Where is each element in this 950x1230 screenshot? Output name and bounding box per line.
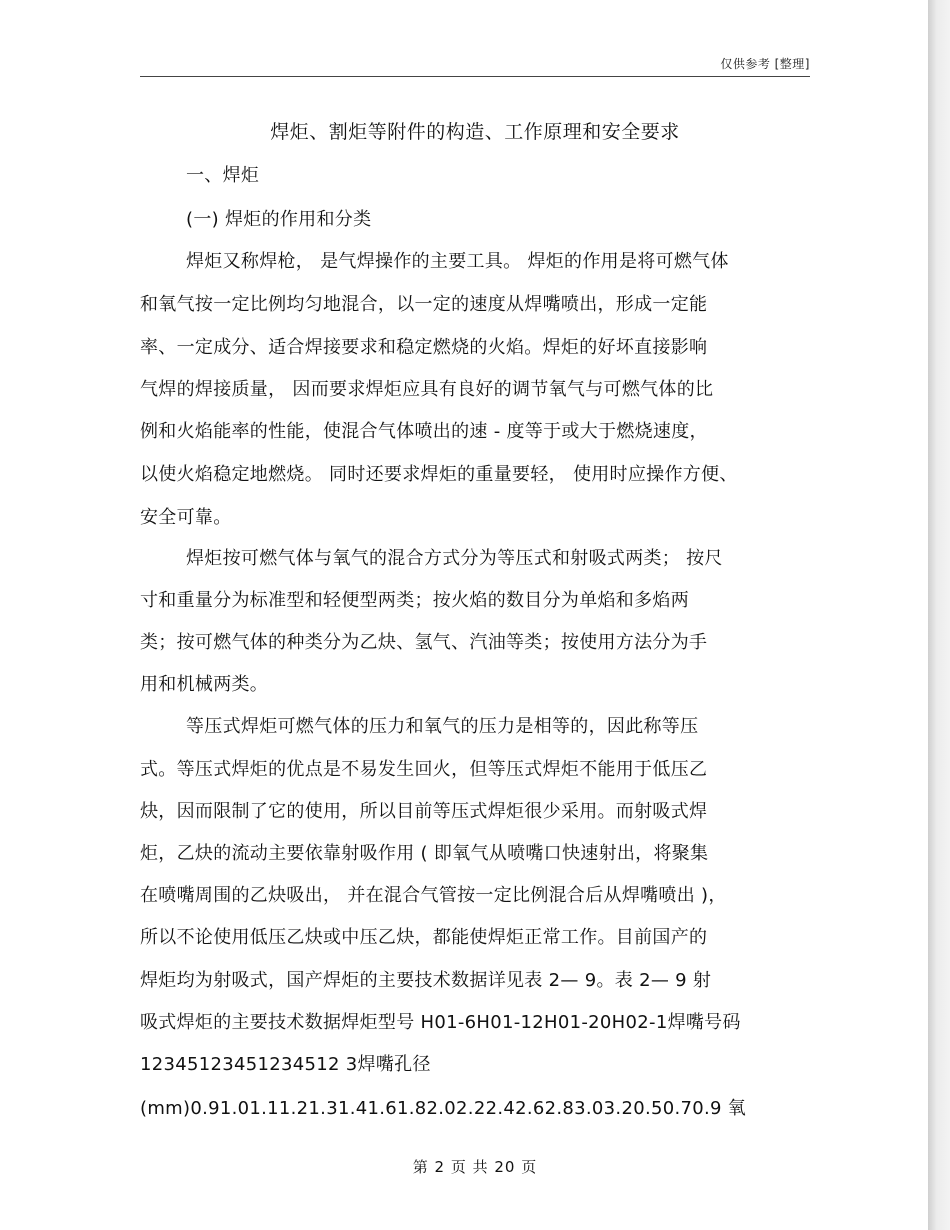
- document-title: 焊炬、割炬等附件的构造、工作原理和安全要求: [270, 121, 680, 143]
- paragraph-line: 等压式焊炬可燃气体的压力和氧气的压力是相等的，因此称等压: [186, 716, 699, 737]
- paragraph-line: 焊炬均为射吸式，国产焊炬的主要技术数据详见表 2— 9。表 2— 9 射: [140, 970, 712, 991]
- section-heading: 一、焊炬: [186, 165, 260, 186]
- paragraph-line: 安全可靠。: [140, 507, 232, 528]
- paragraph-line: (mm)0.91.01.11.21.31.41.61.82.02.22.42.62.83.03.20.50.70.9 氧: [140, 1098, 747, 1119]
- paragraph-line: 和氧气按一定比例均匀地混合，以一定的速度从焊嘴喷出，形成一定能: [140, 294, 708, 315]
- paragraph-line: 例和火焰能率的性能，使混合气体喷出的速 - 度等于或大于燃烧速度，: [140, 421, 708, 442]
- paragraph-line: 所以不论使用低压乙炔或中压乙炔，都能使焊炬正常工作。目前国产的: [140, 927, 708, 948]
- paragraph-line: 寸和重量分为标准型和轻便型两类；按火焰的数目分为单焰和多焰两: [140, 590, 689, 611]
- paragraph-line: 在喷嘴周围的乙炔吸出， 并在混合气管按一定比例混合后从焊嘴喷出 )，: [140, 885, 727, 906]
- paragraph-line: 炬，乙炔的流动主要依靠射吸作用 ( 即氧气从喷嘴口快速射出，将聚集: [140, 843, 709, 864]
- page-edge-shadow: [928, 0, 950, 1230]
- paragraph-line: 炔，因而限制了它的使用，所以目前等压式焊炬很少采用。而射吸式焊: [140, 801, 708, 822]
- paragraph-line: 12345123451234512 3焊嘴孔径: [140, 1054, 431, 1075]
- paragraph-line: 用和机械两类。: [140, 674, 269, 695]
- paragraph-line: 以使火焰稳定地燃烧。 同时还要求焊炬的重量要轻， 使用时应操作方便、: [140, 464, 738, 485]
- paragraph-line: 气焊的焊接质量， 因而要求焊炬应具有良好的调节氧气与可燃气体的比: [140, 379, 714, 400]
- paragraph-line: 率、一定成分、适合焊接要求和稳定燃烧的火焰。焊炬的好坏直接影响: [140, 337, 708, 358]
- paragraph-line: 焊炬又称焊枪， 是气焊操作的主要工具。 焊炬的作用是将可燃气体: [186, 251, 729, 272]
- header-divider: [140, 76, 810, 77]
- subsection-heading: (一) 焊炬的作用和分类: [186, 209, 372, 230]
- page-number: 第 2 页 共 20 页: [412, 1158, 538, 1176]
- paragraph-line: 焊炬按可燃气体与氧气的混合方式分为等压式和射吸式两类； 按尺: [186, 548, 723, 569]
- paragraph-line: 吸式焊炬的主要技术数据焊炬型号 H01-6H01-12H01-20H02-1焊嘴号码: [140, 1012, 741, 1033]
- paragraph-line: 类；按可燃气体的种类分为乙炔、氢气、汽油等类；按使用方法分为手: [140, 632, 708, 653]
- header-note: 仅供参考 [整理]: [720, 57, 810, 71]
- paragraph-line: 式。等压式焊炬的优点是不易发生回火，但等压式焊炬不能用于低压乙: [140, 759, 708, 780]
